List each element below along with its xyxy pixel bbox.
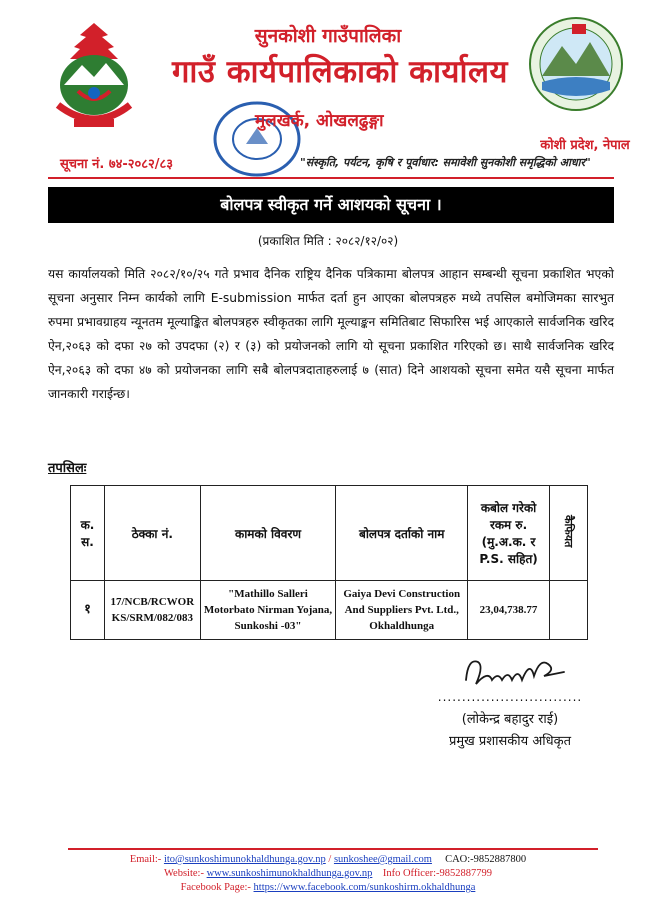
signature-line: ..............................	[437, 690, 583, 704]
tender-table	[70, 485, 588, 640]
notice-number: सूचना नं. ७४-२०८२/८३	[60, 157, 174, 172]
table-header-row	[71, 486, 588, 581]
col-header-remarks	[550, 486, 588, 581]
signatory-designation: प्रमुख प्रशासकीय अधिकृत	[448, 734, 572, 749]
table-row	[71, 581, 588, 640]
details-heading: तपसिलः	[48, 461, 87, 476]
cell-contract-no: 17/NCB/RCWORKS/SRM/082/083	[104, 581, 200, 640]
published-date: (प्रकाशित मिति : २०८२/१२/०२)	[257, 234, 399, 248]
cell-remarks	[550, 581, 588, 640]
email-link-2[interactable]: sunkoshee@gmail.com	[333, 854, 432, 865]
facebook-link[interactable]: https://www.facebook.com/sunkoshirm.okhaldhunga	[253, 882, 476, 893]
notice-title: बोलपत्र स्वीकृत गर्ने आशयको सूचना ।	[48, 187, 614, 223]
signatory-name: (लोकेन्द्र बहादुर राई)	[461, 712, 559, 727]
website-link[interactable]: www.sunkoshimunokhaldhunga.gov.np	[206, 868, 373, 879]
website-label: Website:-	[163, 868, 204, 879]
cell-sn: १	[71, 581, 105, 640]
remarks-label: कैफियत	[562, 515, 575, 548]
office-location: मुलखर्क, ओखलढुङ्गा	[255, 111, 384, 131]
info-officer-phone: Info Officer:-9852887799	[382, 868, 493, 879]
email-separator: /	[328, 854, 332, 865]
footer-facebook-line	[0, 882, 656, 893]
email-label: Email:-	[129, 854, 162, 865]
municipality-name: सुनकोशी गाउँपालिका	[254, 25, 402, 47]
province-name: कोशी प्रदेश, नेपाल	[540, 138, 630, 153]
footer-website-line	[0, 868, 656, 879]
col-header-bidder-name: बोलपत्र दर्ताको नाम	[336, 486, 468, 581]
footer-email-line	[0, 854, 656, 865]
slogan: "संस्कृति, पर्यटन, कृषि र पूर्वाधार: समावेशी सुनकोशी समृद्धिको आधार"	[300, 156, 591, 169]
notice-body: यस कार्यालयको मिति २०८२/१०/२५ गते प्रभाव दैनिक राष्ट्रिय दैनिक पत्रिकामा बोलपत्र आहान सम्बन्धी सूचना प्रकाशित भएको सूचना अनुसार निम्न कार्यको लागि E-submission मार्फत दर्ता हुन आएका बोलपत्रहरु मध्ये तपसिल बमोजिमका सारभुत रुपमा प्रभावग्राहय न्यूनतम मूल्याङ्कित बोलपत्रहरु स्वीकृतका लागि मूल्याङ्कन समितिबाट सिफारिस भई आएकाले सार्वजनिक खरिद ऐन,२०६३ को दफा २७ को उपदफा (२) र (३) को प्रयोजनको लागि यो सूचना प्रकाशित गरिएको छ। साथै सार्वजनिक खरिद ऐन,२०६३ को दफा ४७ को प्रयोजनका लागि सबै बोलपत्रदाताहरुलाई ७ (सात) दिने आशयको सूचना समेत यसै सूचना मार्फत जानकारी गराईन्छ।	[48, 267, 614, 401]
col-header-quoted-amount: कबोल गरेको रकम रु. (मु.अ.क. र P.S. सहित)	[468, 486, 550, 581]
facebook-label: Facebook Page:-	[180, 882, 251, 893]
cao-phone: CAO:-9852887800	[445, 854, 527, 865]
col-header-contract-no: ठेक्का नं.	[104, 486, 200, 581]
office-name: गाउँ कार्यपालिकाको कार्यालय	[171, 54, 509, 90]
header-divider	[48, 177, 614, 179]
col-header-work-description: कामको विवरण	[200, 486, 336, 581]
email-link-1[interactable]: ito@sunkoshimunokhaldhunga.gov.np	[163, 854, 326, 865]
cell-bidder-name: Gaiya Devi Construction And Suppliers Pvt. Ltd., Okhaldhunga	[336, 581, 468, 640]
col-header-sn: क. स.	[71, 486, 105, 581]
cell-quoted-amount: 23,04,738.77	[468, 581, 550, 640]
cell-work-description: "Mathillo Salleri Motorbato Nirman Yojana, Sunkoshi -03"	[200, 581, 336, 640]
footer-divider	[68, 848, 598, 850]
